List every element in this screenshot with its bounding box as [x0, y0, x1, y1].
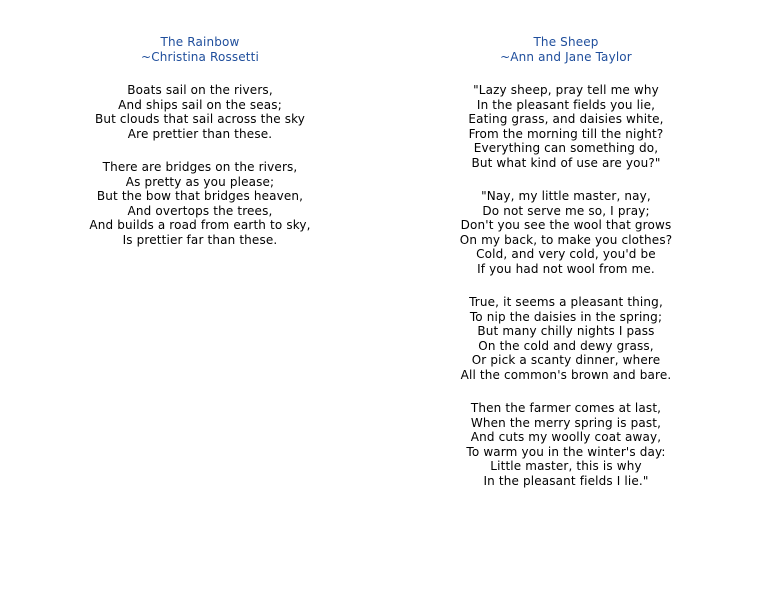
poem-the-sheep — [446, 35, 686, 507]
poem-line: From the morning till the night? — [468, 126, 664, 141]
poem-line: All the common's brown and bare. — [460, 367, 672, 382]
poem-line: But clouds that sail across the sky — [94, 112, 306, 126]
stanza — [80, 83, 320, 141]
poem-line: Boats sail on the rivers, — [127, 83, 273, 97]
poem-line: On the cold and dewy grass, — [478, 338, 654, 353]
stanza — [446, 189, 686, 276]
poem-line: Do not serve me so, I pray; — [482, 203, 650, 218]
poem-author: ~Christina Rossetti — [141, 49, 259, 64]
poem-line: As pretty as you please; — [125, 174, 275, 189]
poem-line: But what kind of use are you?" — [471, 155, 661, 170]
poem-author: ~Ann and Jane Taylor — [500, 49, 632, 64]
poem-line: But many chilly nights I pass — [477, 324, 655, 338]
poem-line: To warm you in the winter's day: — [466, 444, 666, 459]
poem-line: In the pleasant fields you lie, — [476, 97, 656, 112]
poem-line: "Nay, my little master, nay, — [481, 189, 651, 203]
poem-line: Then the farmer comes at last, — [470, 401, 662, 415]
poem-line: And cuts my woolly coat away, — [470, 430, 662, 444]
poem-title: The Sheep — [533, 35, 599, 49]
stanza — [80, 160, 320, 247]
poem-line: Little master, this is why — [490, 459, 642, 473]
poem-title: The Rainbow — [160, 35, 240, 49]
poem-line: There are bridges on the rivers, — [102, 160, 298, 174]
poem-line: Cold, and very cold, you'd be — [476, 247, 656, 261]
poem-line: Are prettier than these. — [127, 126, 273, 141]
poem-line: On my back, to make you clothes? — [459, 232, 673, 247]
poem-line: And overtops the trees, — [127, 203, 273, 218]
poem-line: And ships sail on the seas; — [118, 97, 282, 112]
poem-line: Or pick a scanty dinner, where — [471, 353, 661, 367]
poem-line: Eating grass, and daisies white, — [468, 112, 664, 126]
poem-the-rainbow — [80, 35, 320, 266]
poem-line: When the merry spring is past, — [470, 415, 662, 430]
stanza — [446, 83, 686, 170]
poem-line: But the bow that bridges heaven, — [96, 189, 304, 203]
poem-line: "Lazy sheep, pray tell me why — [473, 83, 659, 97]
poem-line: Don't you see the wool that grows — [460, 218, 672, 232]
poem-line: True, it seems a pleasant thing, — [469, 295, 663, 309]
stanza — [446, 401, 686, 488]
poem-line: And builds a road from earth to sky, — [89, 218, 311, 232]
stanza — [446, 295, 686, 382]
poem-line: Is prettier far than these. — [122, 232, 278, 247]
poem-line: Everything can something do, — [473, 141, 659, 155]
poem-line: In the pleasant fields I lie." — [483, 473, 649, 488]
poem-line: If you had not wool from me. — [477, 261, 655, 276]
poem-line: To nip the daisies in the spring; — [469, 309, 663, 324]
